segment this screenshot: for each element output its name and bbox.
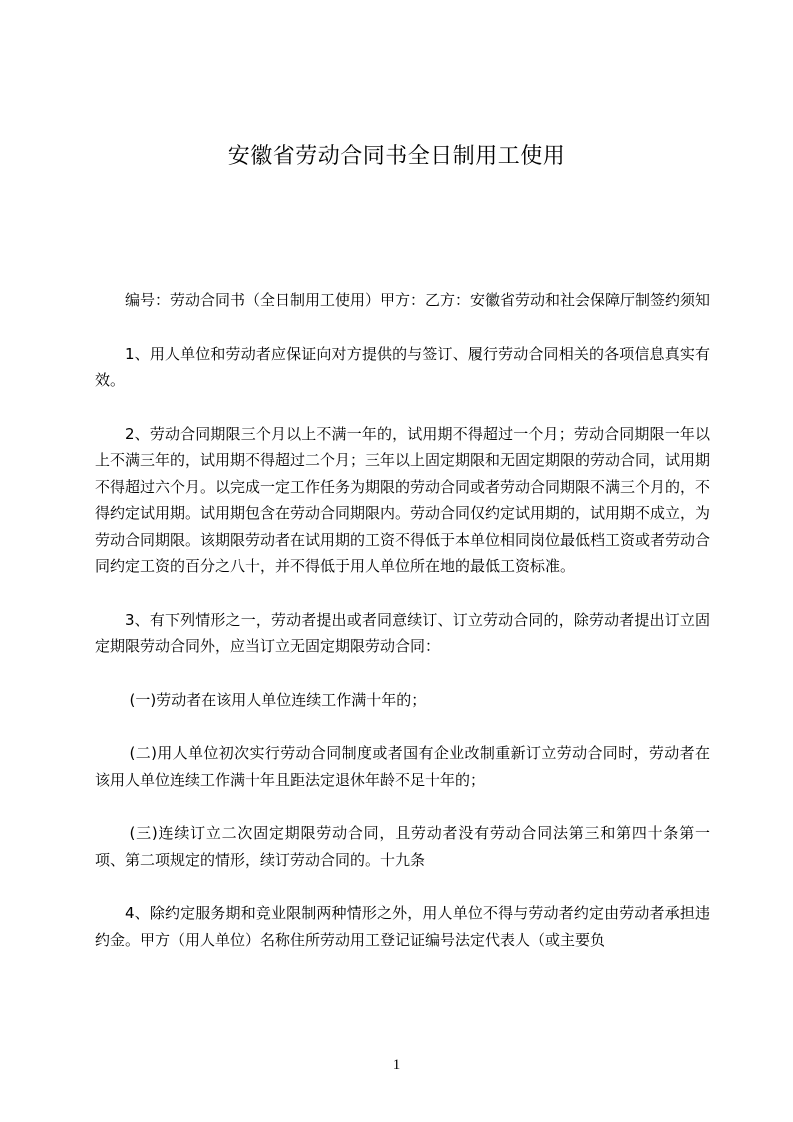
paragraph-notice-3: 3、有下列情形之一，劳动者提出或者同意续订、订立劳动合同的，除劳动者提出订立固定期限劳动合同外，应当订立无固定期限劳动合同：	[95, 610, 710, 655]
page-number: 1	[392, 1057, 401, 1073]
paragraph-contract-number: 编号：劳动合同书（全日制用工使用）甲方：乙方：安徽省劳动和社会保障厅制签约须知	[125, 291, 711, 309]
paragraph-item-2: (二)用人单位初次实行劳动合同制度或者国有企业改制重新订立劳动合同时，劳动者在该用人单位连续工作满十年且距法定退休年龄不足十年的；	[95, 744, 710, 789]
document-title: 安徽省劳动合同书全日制用工使用	[227, 144, 566, 169]
document-body	[95, 287, 710, 980]
paragraph-item-3: (三)连续订立二次固定期限劳动合同，且劳动者没有劳动合同法第三和第四十条第一项、第二项规定的情形，续订劳动合同的。十九条	[95, 824, 710, 869]
paragraph-notice-1: 1、用人单位和劳动者应保证向对方提供的与签订、履行劳动合同相关的各项信息真实有效。	[95, 344, 710, 389]
paragraph-item-1: (一)劳动者在该用人单位连续工作满十年的；	[129, 690, 427, 709]
paragraph-notice-2: 2、劳动合同期限三个月以上不满一年的，试用期不得超过一个月；劳动合同期限一年以上不满三年的，试用期不得超过二个月；三年以上固定期限和无固定期限的劳动合同，试用期不得超过六个月。以完成一定工作任务为期限的劳动合同或者劳动合同期限不满三个月的，不得约定试用期。试用期包含在劳动合同期限内。劳动合同仅约定试用期的，试用期不成立，为劳动合同期限。该期限劳动者在试用期的工资不得低于本单位相同岗位最低档工资或者劳动合同约定工资的百分之八十，并不得低于用人单位所在地的最低工资标准。	[95, 424, 711, 575]
paragraph-notice-4: 4、除约定服务期和竞业限制两种情形之外，用人单位不得与劳动者约定由劳动者承担违约金。甲方（用人单位）名称住所劳动用工登记证编号法定代表人（或主要负	[95, 904, 710, 949]
